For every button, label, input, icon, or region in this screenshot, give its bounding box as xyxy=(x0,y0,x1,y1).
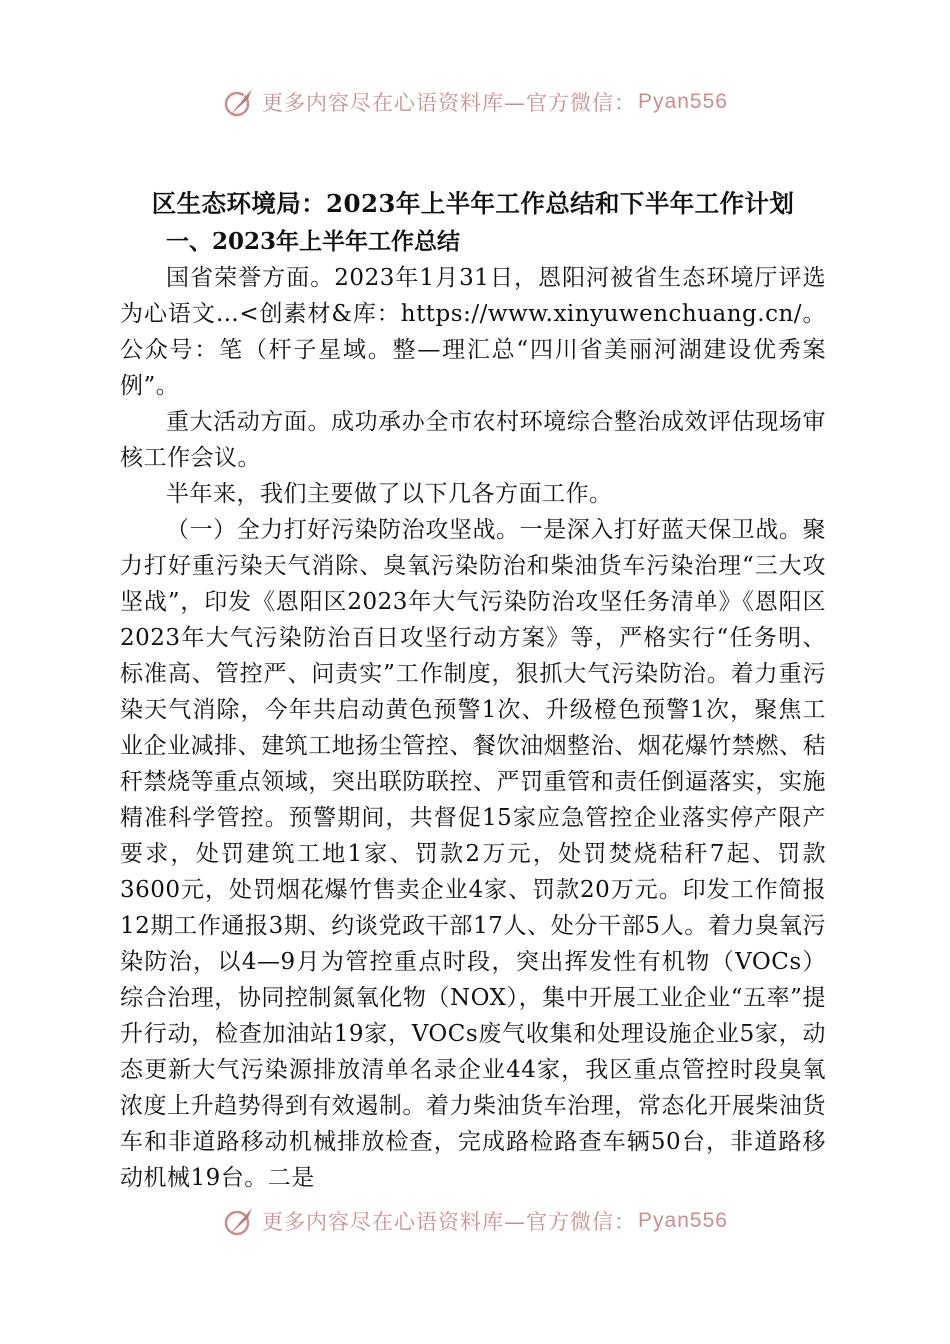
watermark-text: 更多内容尽在心语资料库—官方微信： xyxy=(262,1210,637,1234)
quill-pen-logo-icon xyxy=(222,85,256,119)
website-link: https://www.xinyuwenchuang.cn/ xyxy=(400,301,803,327)
paragraph-honors xyxy=(120,260,826,404)
document-title: 区生态环境局：2023年上半年工作总结和下半年工作计划 xyxy=(151,189,795,218)
document-body xyxy=(120,184,826,1196)
quill-pen-logo-icon xyxy=(222,1204,256,1238)
watermark-brand: Pyan556 xyxy=(638,1209,728,1232)
paragraph-pollution: （一）全力打好污染防治攻坚战。一是深入打好蓝天保卫战。聚力打好重污染天气消除、臭氧污染防治和柴油货车污染治理“三大攻坚战”，印发《恩阳区2023年大气污染防治攻坚任务清单》《恩阳区2023年大气污染防治百日攻坚行动方案》等，严格实行“任务明、标准高、管控严、问责实”工作制度，狠抓大气污染防治。着力重污染天气消除，今年共启动黄色预警1次、升级橙色预警1次，聚焦工业企业减排、建筑工地扬尘管控、餐饮油烟整治、烟花爆竹禁燃、秸秆禁烧等重点领域，突出联防联控、严罚重管和责任倒逼落实，实施精准科学管控。预警期间，共督促15家应急管控企业落实停产限产要求，处罚建筑工地1家、罚款2万元，处罚焚烧秸秆7起、罚款3600元，处罚烟花爆竹售卖企业4家、罚款20万元。印发工作简报12期工作通报3期、约谈党政干部17人、处分干部5人。着力臭氧污染防治，以4—9月为管控重点时段，突出挥发性有机物（VOCs）综合治理，协同控制氮氧化物（NOX），集中开展工业企业“五率”提升行动，检查加油站19家，VOCs废气收集和处理设施企业5家，动态更新大气污染源排放清单名录企业44家，我区重点管控时段臭氧浓度上升趋势得到有效遏制。着力柴油货车治理，常态化开展柴油货车和非道路移动机械排放检查，完成路检路查车辆50台，非道路移动机械19台。二是 xyxy=(120,517,826,1191)
watermark-footer xyxy=(0,1204,950,1238)
watermark-header xyxy=(0,82,950,122)
honors-text-continued: 。公众号：笔（杆子星域。整—理汇总“四川省美丽河湖建设优秀案例”。 xyxy=(120,301,827,399)
paragraph-events: 重大活动方面。成功承办全市农村环境综合整治成效评估现场审核工作会议。 xyxy=(120,409,826,471)
watermark-text: 更多内容尽在心语资料库—官方微信： xyxy=(262,91,637,115)
honors-text: 国省荣誉方面。2023年1月31日，恩阳河被省生态环境厅评选为心语文…<创素材&库： xyxy=(120,265,826,327)
watermark-brand: Pyan556 xyxy=(638,90,728,113)
section-heading: 一、2023年上半年工作总结 xyxy=(166,228,461,255)
paragraph-intro: 半年来，我们主要做了以下几各方面工作。 xyxy=(166,481,613,507)
